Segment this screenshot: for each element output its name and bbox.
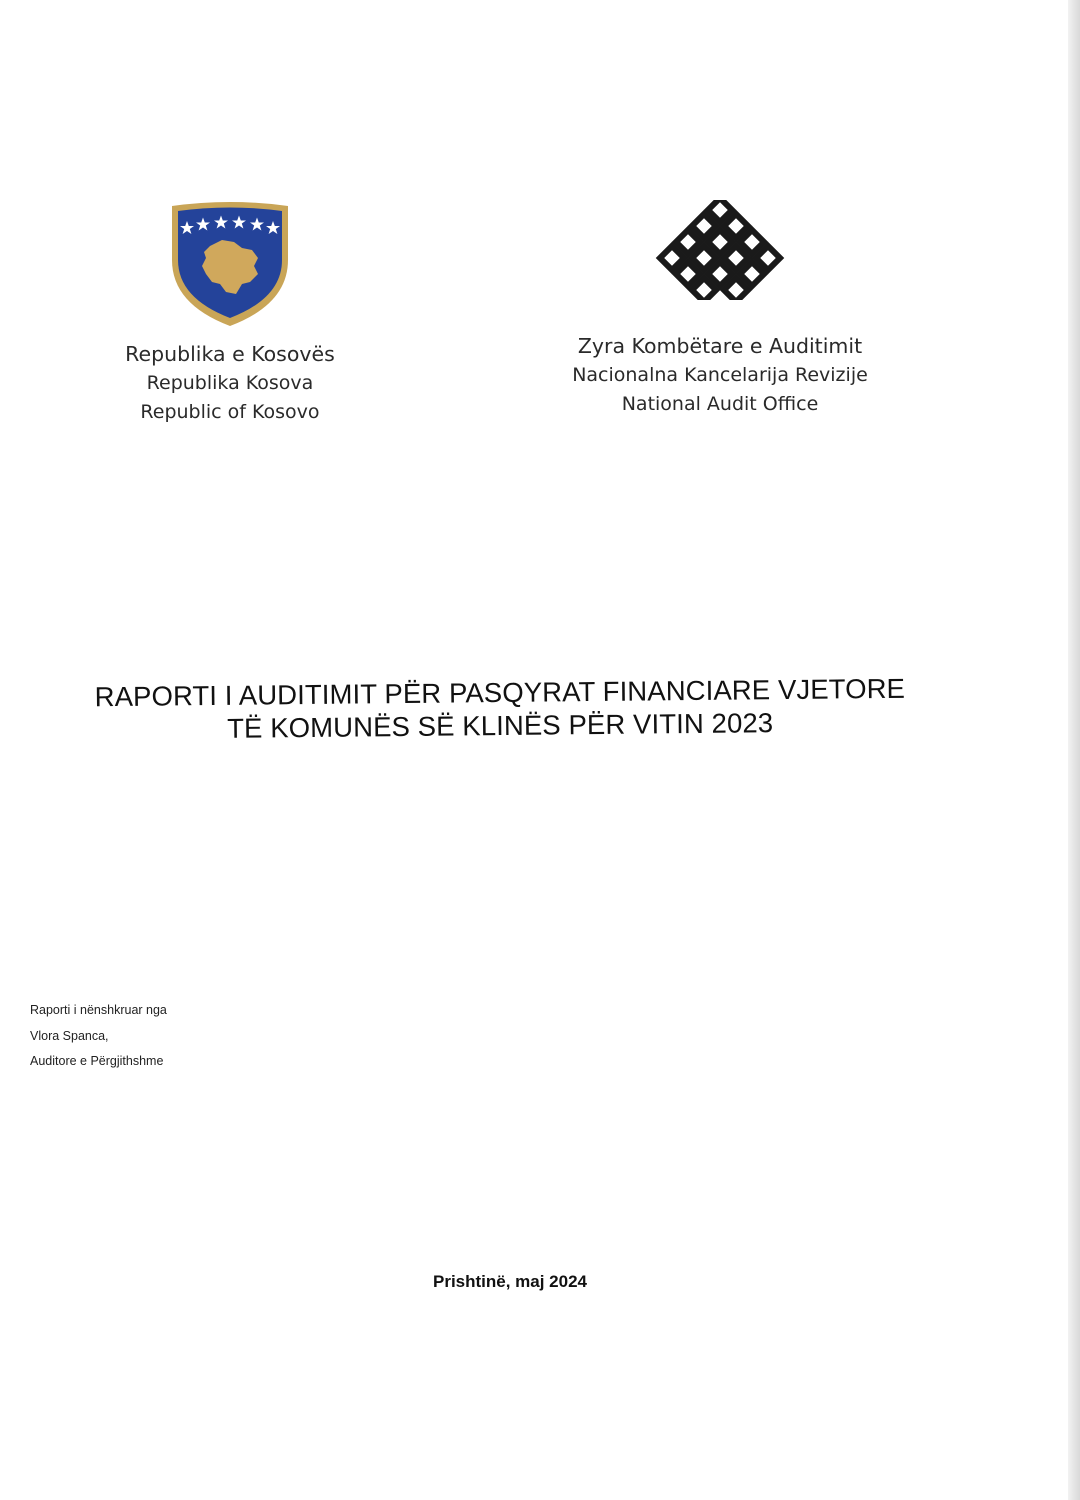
signatory-name: Vlora Spanca, bbox=[30, 1028, 109, 1043]
signature-block bbox=[30, 998, 330, 1075]
report-title bbox=[40, 671, 961, 747]
page-edge-shadow bbox=[1068, 0, 1080, 1500]
republic-name-albanian: Republika e Kosovës bbox=[125, 342, 335, 366]
kosovo-coat-of-arms-icon bbox=[168, 200, 292, 330]
republic-header bbox=[100, 200, 360, 427]
audit-office-header bbox=[560, 200, 880, 419]
signed-by-label: Raporti i nënshkruar nga bbox=[30, 1003, 167, 1017]
report-title-line-1: RAPORTI I AUDITIMIT PËR PASQYRAT FINANCIARE VJETORE bbox=[94, 672, 906, 713]
republic-name-english: Republic of Kosovo bbox=[140, 401, 320, 423]
national-audit-office-lattice-icon bbox=[655, 200, 785, 300]
republic-name-serbian: Republika Kosova bbox=[146, 372, 314, 394]
audit-office-name-serbian: Nacionalna Kancelarija Revizije bbox=[572, 364, 868, 386]
place-and-date: Prishtinë, maj 2024 bbox=[432, 1272, 588, 1291]
signatory-title: Auditore e Përgjithshme bbox=[30, 1054, 164, 1068]
audit-office-name-english: National Audit Office bbox=[621, 393, 819, 415]
audit-office-name-albanian: Zyra Kombëtare e Auditimit bbox=[577, 334, 863, 358]
report-title-line-2: TË KOMUNËS SË KLINËS PËR VITIN 2023 bbox=[226, 707, 774, 744]
